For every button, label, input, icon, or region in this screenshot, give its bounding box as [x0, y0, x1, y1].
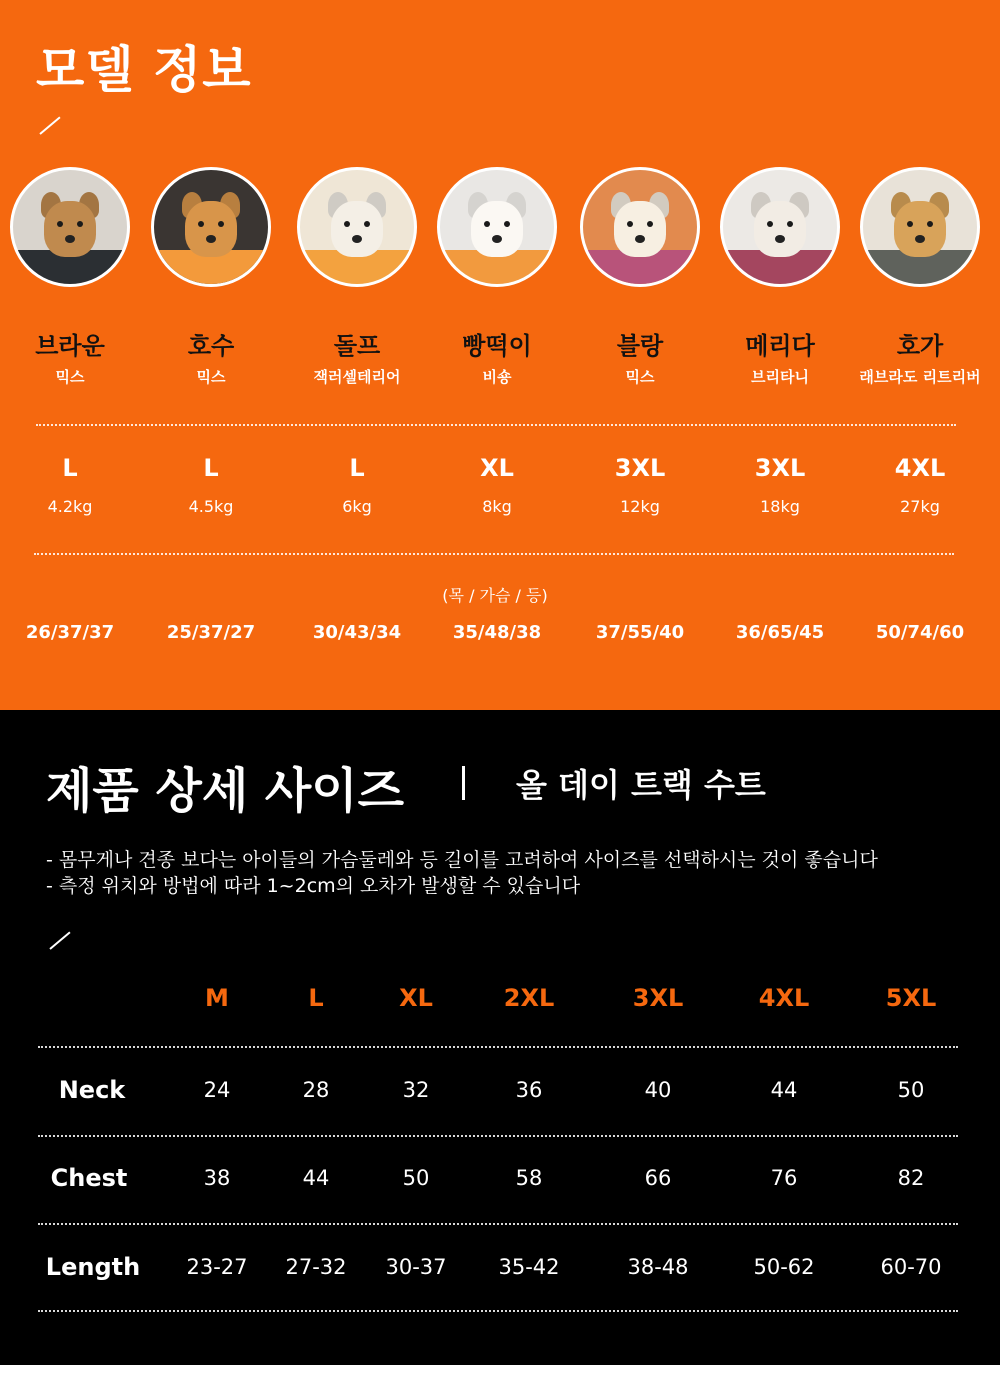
slash-icon: [49, 932, 70, 950]
model-size: L: [349, 454, 365, 482]
table-cell: 28: [302, 1078, 330, 1102]
divider: [36, 424, 956, 426]
model-name: 호가: [896, 332, 944, 360]
slash-icon: [39, 117, 60, 135]
size-header: 3XL: [632, 984, 684, 1012]
dog-avatar: [10, 167, 130, 287]
table-cell: 60-70: [880, 1255, 942, 1279]
model-measure: 35/48/38: [452, 622, 542, 643]
table-cell: 38-48: [627, 1255, 689, 1279]
size-header: M: [205, 984, 229, 1012]
divider: [34, 553, 954, 555]
model-weight: 27kg: [900, 497, 940, 516]
model-size: XL: [480, 454, 514, 482]
model-size: 3XL: [754, 454, 806, 482]
table-cell: 32: [402, 1078, 430, 1102]
model-weight: 18kg: [760, 497, 800, 516]
table-cell: 30-37: [385, 1255, 447, 1279]
row-label: Length: [45, 1253, 141, 1281]
note-line: - 몸무게나 견종 보다는 아이들의 가슴둘레와 등 길이를 고려하여 사이즈를 선택하시는 것이 좋습니다: [46, 849, 878, 871]
size-header: 5XL: [885, 984, 937, 1012]
model-weight: 6kg: [342, 497, 372, 516]
model-breed: 래브라도 리트리버: [859, 368, 981, 386]
model-measure: 25/37/27: [166, 622, 256, 643]
table-cell: 76: [770, 1166, 798, 1190]
model-name: 빵떡이: [462, 332, 532, 360]
dog-avatar: [580, 167, 700, 287]
model-size: 4XL: [894, 454, 946, 482]
table-cell: 50-62: [753, 1255, 815, 1279]
model-measure: 37/55/40: [595, 622, 685, 643]
row-label: Neck: [58, 1076, 126, 1104]
model-breed: 믹스: [196, 368, 226, 386]
model-size: L: [62, 454, 78, 482]
dog-avatar: [860, 167, 980, 287]
model-breed: 믹스: [55, 368, 85, 386]
model-breed: 잭러셀테리어: [313, 368, 401, 386]
table-cell: 40: [644, 1078, 672, 1102]
size-section: [0, 710, 1000, 1365]
dog-avatar: [297, 167, 417, 287]
dog-avatar: [720, 167, 840, 287]
model-name: 호수: [187, 332, 235, 360]
table-cell: 66: [644, 1166, 672, 1190]
size-header: L: [308, 984, 324, 1012]
table-divider: [38, 1223, 958, 1225]
model-weight: 4.5kg: [188, 497, 234, 516]
model-name: 돌프: [333, 332, 381, 360]
model-breed: 비숑: [482, 368, 512, 386]
model-info-title: 모델 정보: [36, 41, 252, 99]
dog-avatar: [437, 167, 557, 287]
table-cell: 50: [402, 1166, 430, 1190]
table-cell: 27-32: [285, 1255, 347, 1279]
model-weight: 12kg: [620, 497, 660, 516]
model-size: L: [203, 454, 219, 482]
model-name: 메리다: [745, 332, 815, 360]
model-breed: 믹스: [625, 368, 655, 386]
table-divider: [38, 1135, 958, 1137]
table-cell: 50: [897, 1078, 925, 1102]
row-label: Chest: [50, 1164, 128, 1192]
table-divider: [38, 1310, 958, 1312]
model-weight: 8kg: [482, 497, 512, 516]
dog-avatar: [151, 167, 271, 287]
size-header: 4XL: [758, 984, 810, 1012]
model-size: 3XL: [614, 454, 666, 482]
title-separator: [462, 766, 465, 800]
table-cell: 35-42: [498, 1255, 560, 1279]
table-cell: 44: [770, 1078, 798, 1102]
product-name: 올 데이 트랙 수트: [516, 766, 766, 804]
model-measure: 36/65/45: [735, 622, 825, 643]
size-header: XL: [399, 984, 433, 1012]
measure-caption: (목 / 가슴 / 등): [442, 586, 548, 605]
note-line: - 측정 위치와 방법에 따라 1~2cm의 오차가 발생할 수 있습니다: [46, 875, 581, 897]
table-cell: 44: [302, 1166, 330, 1190]
model-measure: 26/37/37: [25, 622, 115, 643]
size-section-title: 제품 상세 사이즈: [46, 763, 404, 819]
table-cell: 82: [897, 1166, 925, 1190]
model-breed: 브리타니: [751, 368, 809, 386]
table-cell: 24: [203, 1078, 231, 1102]
model-name: 브라운: [35, 332, 105, 360]
model-weight: 4.2kg: [47, 497, 93, 516]
model-measure: 30/43/34: [312, 622, 402, 643]
model-name: 블랑: [616, 332, 664, 360]
table-cell: 58: [515, 1166, 543, 1190]
table-cell: 38: [203, 1166, 231, 1190]
size-header: 2XL: [503, 984, 555, 1012]
table-cell: 23-27: [186, 1255, 248, 1279]
model-measure: 50/74/60: [875, 622, 965, 643]
table-cell: 36: [515, 1078, 543, 1102]
table-divider: [38, 1046, 958, 1048]
